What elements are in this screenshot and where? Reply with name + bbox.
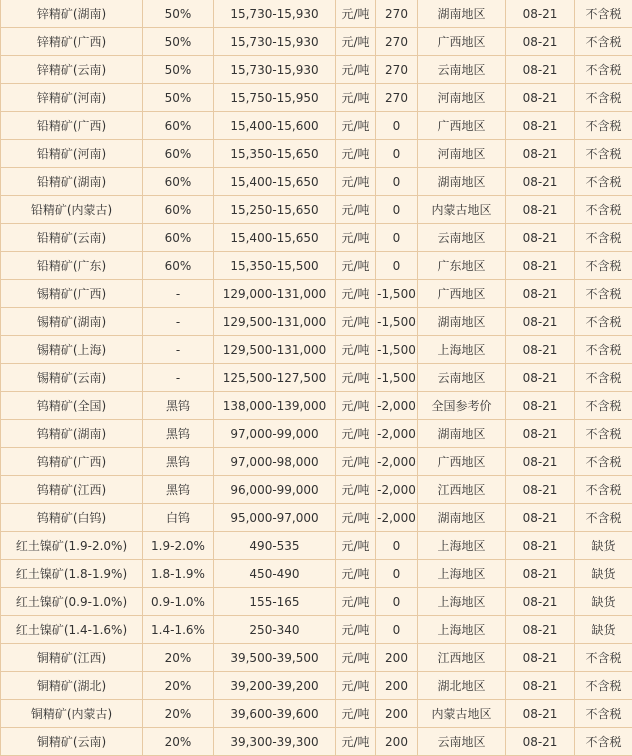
region-cell: 广西地区 xyxy=(418,448,506,476)
table-row xyxy=(1,588,632,616)
price-change-cell: 270 xyxy=(376,0,418,28)
tax-status-cell: 不含税 xyxy=(575,644,632,672)
table-row xyxy=(1,672,632,700)
product-name-cell: 锡精矿(湖南) xyxy=(1,308,143,336)
date-cell: 08-21 xyxy=(506,28,575,56)
table-row xyxy=(1,420,632,448)
date-cell: 08-21 xyxy=(506,420,575,448)
price-change-cell: 200 xyxy=(376,700,418,728)
tax-status-cell: 缺货 xyxy=(575,616,632,644)
grade-cell: 50% xyxy=(143,56,214,84)
product-name-cell: 红土镍矿(1.8-1.9%) xyxy=(1,560,143,588)
date-cell: 08-21 xyxy=(506,224,575,252)
table-row xyxy=(1,308,632,336)
table-row xyxy=(1,168,632,196)
price-range-cell: 39,500-39,500 xyxy=(214,644,336,672)
product-name-cell: 红土镍矿(1.4-1.6%) xyxy=(1,616,143,644)
grade-cell: 白钨 xyxy=(143,504,214,532)
tax-status-cell: 缺货 xyxy=(575,560,632,588)
product-name-cell: 锌精矿(湖南) xyxy=(1,0,143,28)
unit-cell: 元/吨 xyxy=(336,504,376,532)
date-cell: 08-21 xyxy=(506,336,575,364)
price-table-body xyxy=(1,0,632,756)
price-range-cell: 15,400-15,650 xyxy=(214,168,336,196)
product-name-cell: 铜精矿(内蒙古) xyxy=(1,700,143,728)
price-range-cell: 450-490 xyxy=(214,560,336,588)
region-cell: 上海地区 xyxy=(418,336,506,364)
price-change-cell: -1,500 xyxy=(376,280,418,308)
price-range-cell: 15,750-15,950 xyxy=(214,84,336,112)
tax-status-cell: 不含税 xyxy=(575,420,632,448)
unit-cell: 元/吨 xyxy=(336,616,376,644)
region-cell: 上海地区 xyxy=(418,616,506,644)
price-change-cell: -2,000 xyxy=(376,476,418,504)
price-range-cell: 15,400-15,650 xyxy=(214,224,336,252)
tax-status-cell: 不含税 xyxy=(575,728,632,756)
price-range-cell: 95,000-97,000 xyxy=(214,504,336,532)
region-cell: 云南地区 xyxy=(418,56,506,84)
price-change-cell: 0 xyxy=(376,196,418,224)
tax-status-cell: 不含税 xyxy=(575,224,632,252)
table-row xyxy=(1,140,632,168)
price-change-cell: -1,500 xyxy=(376,336,418,364)
region-cell: 广西地区 xyxy=(418,112,506,140)
region-cell: 全国参考价 xyxy=(418,392,506,420)
grade-cell: - xyxy=(143,280,214,308)
product-name-cell: 钨精矿(江西) xyxy=(1,476,143,504)
date-cell: 08-21 xyxy=(506,280,575,308)
region-cell: 湖南地区 xyxy=(418,420,506,448)
date-cell: 08-21 xyxy=(506,588,575,616)
tax-status-cell: 不含税 xyxy=(575,476,632,504)
price-change-cell: 270 xyxy=(376,84,418,112)
region-cell: 云南地区 xyxy=(418,728,506,756)
date-cell: 08-21 xyxy=(506,308,575,336)
grade-cell: 0.9-1.0% xyxy=(143,588,214,616)
unit-cell: 元/吨 xyxy=(336,476,376,504)
grade-cell: 50% xyxy=(143,84,214,112)
date-cell: 08-21 xyxy=(506,364,575,392)
table-row xyxy=(1,448,632,476)
date-cell: 08-21 xyxy=(506,196,575,224)
grade-cell: - xyxy=(143,336,214,364)
date-cell: 08-21 xyxy=(506,672,575,700)
table-row xyxy=(1,0,632,28)
product-name-cell: 铜精矿(云南) xyxy=(1,728,143,756)
price-change-cell: 0 xyxy=(376,252,418,280)
region-cell: 上海地区 xyxy=(418,560,506,588)
table-row xyxy=(1,56,632,84)
grade-cell: 20% xyxy=(143,700,214,728)
region-cell: 湖南地区 xyxy=(418,0,506,28)
date-cell: 08-21 xyxy=(506,392,575,420)
product-name-cell: 锡精矿(广西) xyxy=(1,280,143,308)
unit-cell: 元/吨 xyxy=(336,280,376,308)
product-name-cell: 钨精矿(湖南) xyxy=(1,420,143,448)
grade-cell: 60% xyxy=(143,196,214,224)
unit-cell: 元/吨 xyxy=(336,56,376,84)
price-range-cell: 96,000-99,000 xyxy=(214,476,336,504)
unit-cell: 元/吨 xyxy=(336,224,376,252)
unit-cell: 元/吨 xyxy=(336,644,376,672)
region-cell: 云南地区 xyxy=(418,224,506,252)
tax-status-cell: 缺货 xyxy=(575,588,632,616)
date-cell: 08-21 xyxy=(506,140,575,168)
grade-cell: 黑钨 xyxy=(143,392,214,420)
unit-cell: 元/吨 xyxy=(336,308,376,336)
grade-cell: - xyxy=(143,364,214,392)
tax-status-cell: 不含税 xyxy=(575,196,632,224)
grade-cell: 20% xyxy=(143,728,214,756)
region-cell: 江西地区 xyxy=(418,644,506,672)
price-range-cell: 250-340 xyxy=(214,616,336,644)
region-cell: 广东地区 xyxy=(418,252,506,280)
product-name-cell: 锌精矿(云南) xyxy=(1,56,143,84)
tax-status-cell: 不含税 xyxy=(575,700,632,728)
price-change-cell: 0 xyxy=(376,224,418,252)
product-name-cell: 钨精矿(全国) xyxy=(1,392,143,420)
price-range-cell: 15,730-15,930 xyxy=(214,56,336,84)
tax-status-cell: 不含税 xyxy=(575,336,632,364)
grade-cell: 60% xyxy=(143,252,214,280)
table-row xyxy=(1,532,632,560)
price-change-cell: 0 xyxy=(376,532,418,560)
product-name-cell: 铅精矿(广东) xyxy=(1,252,143,280)
unit-cell: 元/吨 xyxy=(336,560,376,588)
price-change-cell: 0 xyxy=(376,140,418,168)
region-cell: 河南地区 xyxy=(418,84,506,112)
unit-cell: 元/吨 xyxy=(336,420,376,448)
price-range-cell: 129,500-131,000 xyxy=(214,336,336,364)
unit-cell: 元/吨 xyxy=(336,252,376,280)
date-cell: 08-21 xyxy=(506,700,575,728)
date-cell: 08-21 xyxy=(506,112,575,140)
price-range-cell: 15,730-15,930 xyxy=(214,0,336,28)
price-range-cell: 97,000-98,000 xyxy=(214,448,336,476)
table-row xyxy=(1,476,632,504)
region-cell: 上海地区 xyxy=(418,588,506,616)
price-range-cell: 138,000-139,000 xyxy=(214,392,336,420)
unit-cell: 元/吨 xyxy=(336,392,376,420)
unit-cell: 元/吨 xyxy=(336,364,376,392)
price-change-cell: 0 xyxy=(376,588,418,616)
tax-status-cell: 不含税 xyxy=(575,0,632,28)
product-name-cell: 铅精矿(湖南) xyxy=(1,168,143,196)
region-cell: 内蒙古地区 xyxy=(418,196,506,224)
table-row xyxy=(1,728,632,756)
tax-status-cell: 不含税 xyxy=(575,308,632,336)
price-change-cell: 200 xyxy=(376,672,418,700)
price-range-cell: 15,350-15,500 xyxy=(214,252,336,280)
price-range-cell: 39,300-39,300 xyxy=(214,728,336,756)
tax-status-cell: 不含税 xyxy=(575,364,632,392)
grade-cell: 60% xyxy=(143,112,214,140)
unit-cell: 元/吨 xyxy=(336,112,376,140)
tax-status-cell: 不含税 xyxy=(575,56,632,84)
region-cell: 上海地区 xyxy=(418,532,506,560)
table-row xyxy=(1,84,632,112)
date-cell: 08-21 xyxy=(506,532,575,560)
region-cell: 江西地区 xyxy=(418,476,506,504)
price-change-cell: 0 xyxy=(376,616,418,644)
price-range-cell: 39,200-39,200 xyxy=(214,672,336,700)
grade-cell: 60% xyxy=(143,168,214,196)
tax-status-cell: 不含税 xyxy=(575,112,632,140)
unit-cell: 元/吨 xyxy=(336,448,376,476)
price-change-cell: -2,000 xyxy=(376,420,418,448)
region-cell: 河南地区 xyxy=(418,140,506,168)
product-name-cell: 铅精矿(云南) xyxy=(1,224,143,252)
region-cell: 广西地区 xyxy=(418,28,506,56)
grade-cell: 50% xyxy=(143,28,214,56)
unit-cell: 元/吨 xyxy=(336,168,376,196)
price-change-cell: 0 xyxy=(376,112,418,140)
table-row xyxy=(1,112,632,140)
grade-cell: 50% xyxy=(143,0,214,28)
table-row xyxy=(1,280,632,308)
date-cell: 08-21 xyxy=(506,728,575,756)
table-row xyxy=(1,504,632,532)
date-cell: 08-21 xyxy=(506,168,575,196)
price-change-cell: 0 xyxy=(376,560,418,588)
date-cell: 08-21 xyxy=(506,476,575,504)
product-name-cell: 铜精矿(江西) xyxy=(1,644,143,672)
product-name-cell: 钨精矿(白钨) xyxy=(1,504,143,532)
product-name-cell: 铅精矿(河南) xyxy=(1,140,143,168)
grade-cell: 60% xyxy=(143,140,214,168)
tax-status-cell: 不含税 xyxy=(575,504,632,532)
table-row xyxy=(1,336,632,364)
product-name-cell: 铅精矿(内蒙古) xyxy=(1,196,143,224)
grade-cell: 1.9-2.0% xyxy=(143,532,214,560)
table-row xyxy=(1,392,632,420)
grade-cell: 1.8-1.9% xyxy=(143,560,214,588)
date-cell: 08-21 xyxy=(506,616,575,644)
unit-cell: 元/吨 xyxy=(336,196,376,224)
table-row xyxy=(1,28,632,56)
product-name-cell: 锡精矿(上海) xyxy=(1,336,143,364)
price-range-cell: 97,000-99,000 xyxy=(214,420,336,448)
price-range-cell: 129,500-131,000 xyxy=(214,308,336,336)
price-change-cell: -1,500 xyxy=(376,308,418,336)
date-cell: 08-21 xyxy=(506,84,575,112)
price-change-cell: 0 xyxy=(376,168,418,196)
grade-cell: 1.4-1.6% xyxy=(143,616,214,644)
unit-cell: 元/吨 xyxy=(336,0,376,28)
date-cell: 08-21 xyxy=(506,252,575,280)
price-range-cell: 15,250-15,650 xyxy=(214,196,336,224)
price-change-cell: -2,000 xyxy=(376,504,418,532)
price-range-cell: 39,600-39,600 xyxy=(214,700,336,728)
price-range-cell: 490-535 xyxy=(214,532,336,560)
price-change-cell: -2,000 xyxy=(376,392,418,420)
price-range-cell: 125,500-127,500 xyxy=(214,364,336,392)
table-row xyxy=(1,196,632,224)
grade-cell: 60% xyxy=(143,224,214,252)
price-change-cell: 200 xyxy=(376,728,418,756)
price-change-cell: -2,000 xyxy=(376,448,418,476)
unit-cell: 元/吨 xyxy=(336,84,376,112)
table-row xyxy=(1,224,632,252)
product-name-cell: 红土镍矿(1.9-2.0%) xyxy=(1,532,143,560)
table-row xyxy=(1,616,632,644)
product-name-cell: 锡精矿(云南) xyxy=(1,364,143,392)
price-change-cell: 270 xyxy=(376,28,418,56)
table-row xyxy=(1,644,632,672)
date-cell: 08-21 xyxy=(506,448,575,476)
price-range-cell: 15,400-15,600 xyxy=(214,112,336,140)
tax-status-cell: 不含税 xyxy=(575,448,632,476)
tax-status-cell: 不含税 xyxy=(575,84,632,112)
tax-status-cell: 不含税 xyxy=(575,280,632,308)
unit-cell: 元/吨 xyxy=(336,140,376,168)
unit-cell: 元/吨 xyxy=(336,672,376,700)
tax-status-cell: 不含税 xyxy=(575,392,632,420)
region-cell: 广西地区 xyxy=(418,280,506,308)
region-cell: 湖南地区 xyxy=(418,504,506,532)
price-range-cell: 155-165 xyxy=(214,588,336,616)
price-change-cell: 200 xyxy=(376,644,418,672)
product-name-cell: 锌精矿(河南) xyxy=(1,84,143,112)
region-cell: 湖南地区 xyxy=(418,308,506,336)
price-range-cell: 15,350-15,650 xyxy=(214,140,336,168)
grade-cell: 黑钨 xyxy=(143,420,214,448)
price-change-cell: -1,500 xyxy=(376,364,418,392)
date-cell: 08-21 xyxy=(506,0,575,28)
unit-cell: 元/吨 xyxy=(336,532,376,560)
date-cell: 08-21 xyxy=(506,560,575,588)
table-row xyxy=(1,560,632,588)
date-cell: 08-21 xyxy=(506,504,575,532)
grade-cell: 20% xyxy=(143,672,214,700)
price-range-cell: 15,730-15,930 xyxy=(214,28,336,56)
grade-cell: 黑钨 xyxy=(143,448,214,476)
unit-cell: 元/吨 xyxy=(336,336,376,364)
region-cell: 湖北地区 xyxy=(418,672,506,700)
tax-status-cell: 缺货 xyxy=(575,532,632,560)
grade-cell: 20% xyxy=(143,644,214,672)
product-name-cell: 钨精矿(广西) xyxy=(1,448,143,476)
table-row xyxy=(1,700,632,728)
unit-cell: 元/吨 xyxy=(336,700,376,728)
tax-status-cell: 不含税 xyxy=(575,140,632,168)
region-cell: 云南地区 xyxy=(418,364,506,392)
table-row xyxy=(1,364,632,392)
region-cell: 内蒙古地区 xyxy=(418,700,506,728)
tax-status-cell: 不含税 xyxy=(575,252,632,280)
grade-cell: - xyxy=(143,308,214,336)
region-cell: 湖南地区 xyxy=(418,168,506,196)
unit-cell: 元/吨 xyxy=(336,28,376,56)
product-name-cell: 铜精矿(湖北) xyxy=(1,672,143,700)
unit-cell: 元/吨 xyxy=(336,588,376,616)
date-cell: 08-21 xyxy=(506,56,575,84)
product-name-cell: 铅精矿(广西) xyxy=(1,112,143,140)
table-row xyxy=(1,252,632,280)
tax-status-cell: 不含税 xyxy=(575,28,632,56)
date-cell: 08-21 xyxy=(506,644,575,672)
product-name-cell: 锌精矿(广西) xyxy=(1,28,143,56)
grade-cell: 黑钨 xyxy=(143,476,214,504)
tax-status-cell: 不含税 xyxy=(575,168,632,196)
tax-status-cell: 不含税 xyxy=(575,672,632,700)
price-change-cell: 270 xyxy=(376,56,418,84)
price-range-cell: 129,000-131,000 xyxy=(214,280,336,308)
unit-cell: 元/吨 xyxy=(336,728,376,756)
product-name-cell: 红土镍矿(0.9-1.0%) xyxy=(1,588,143,616)
